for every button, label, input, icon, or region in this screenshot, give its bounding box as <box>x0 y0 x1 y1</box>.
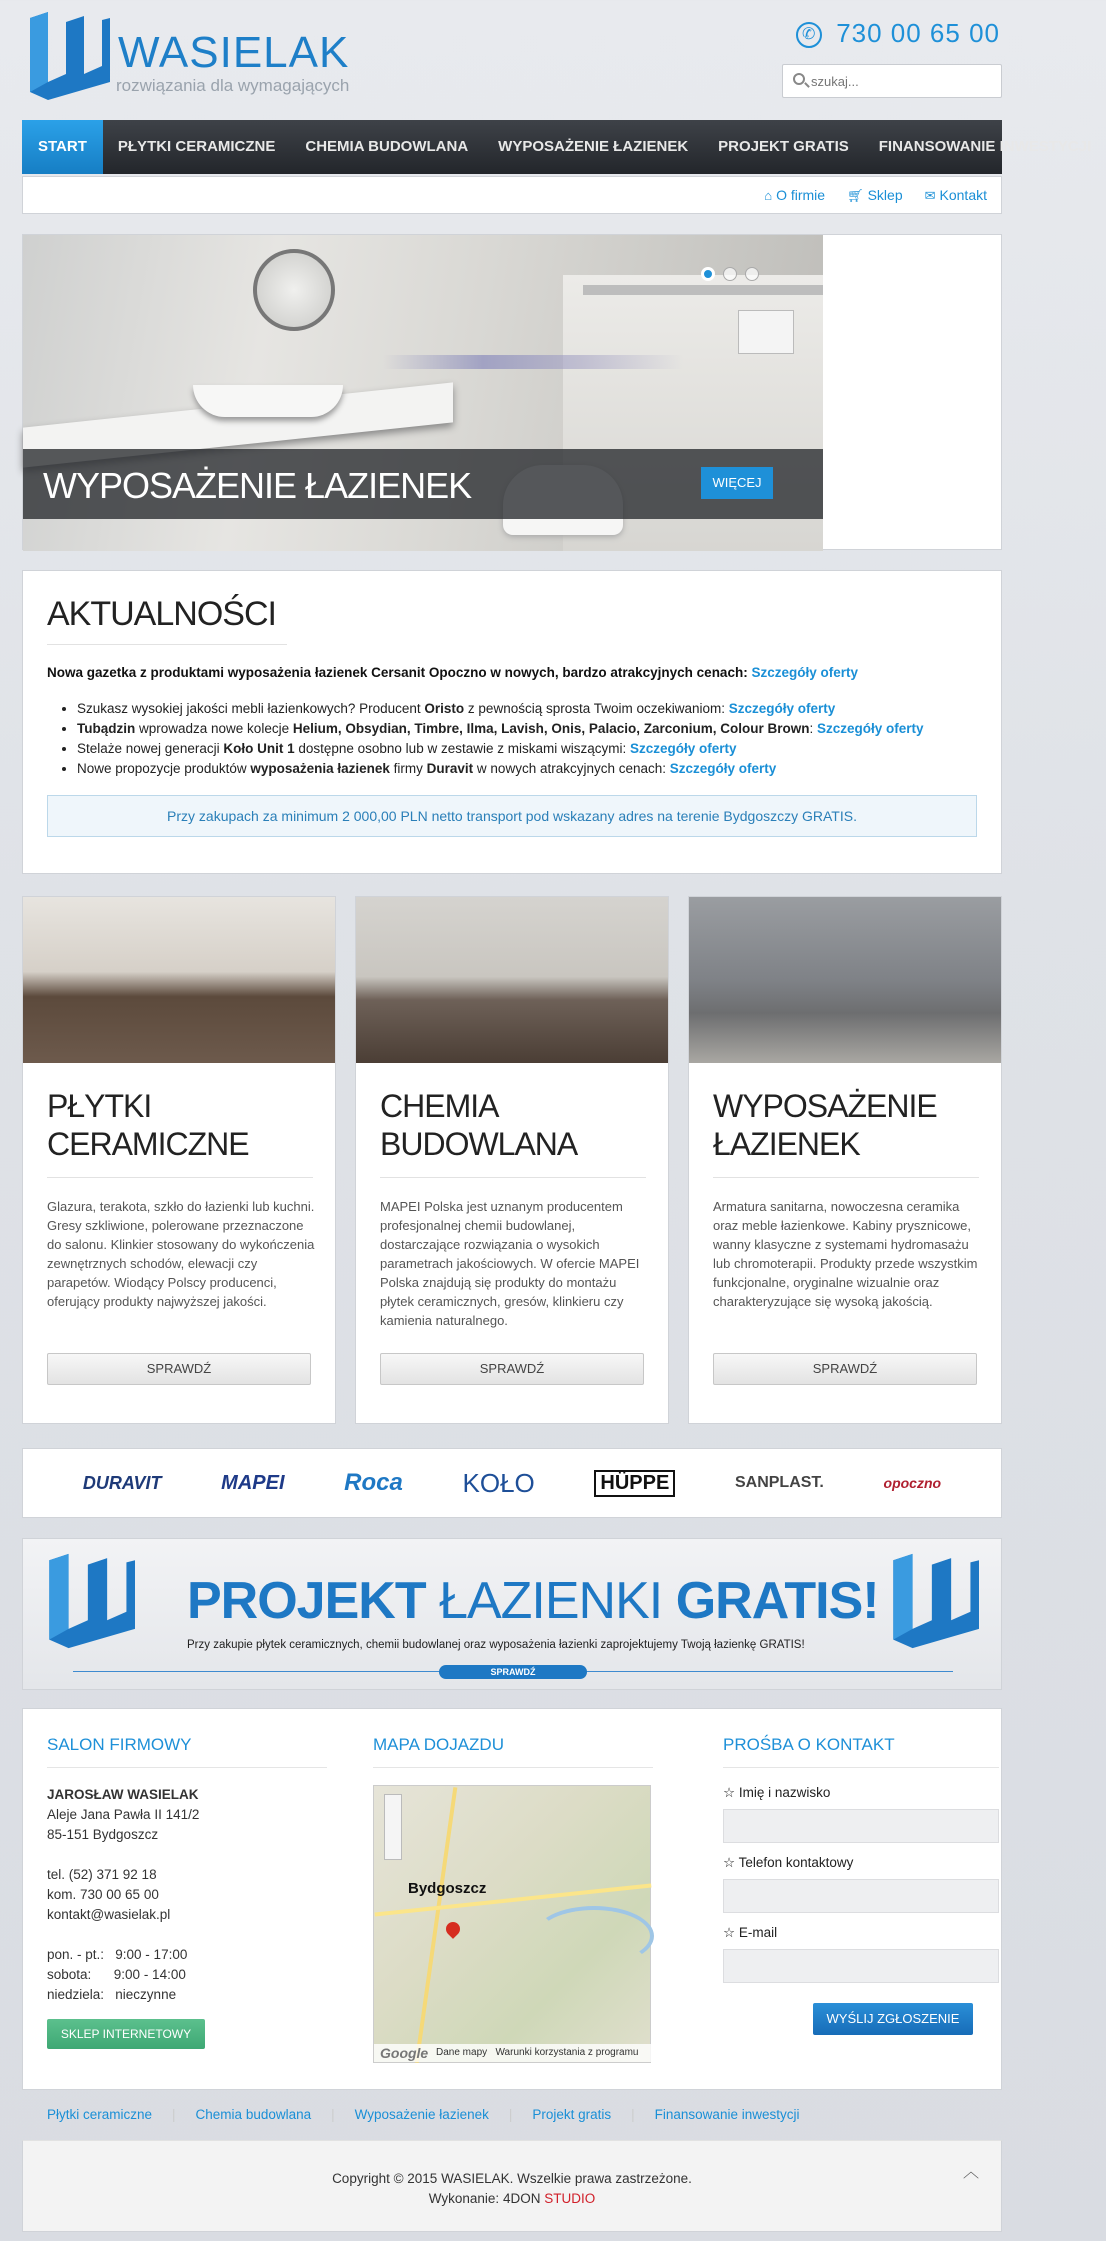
star-icon: ☆ <box>723 1855 739 1870</box>
brand-opoczno[interactable]: opoczno <box>883 1475 942 1491</box>
news-lead <box>47 665 858 680</box>
contact-label: Kontakt <box>939 186 987 203</box>
map-logo: Google <box>380 2045 429 2061</box>
news-offer-link[interactable]: Szczegóły oferty <box>728 701 836 716</box>
map-city-label: Bydgoszcz <box>408 1880 487 1897</box>
nav-chemia[interactable]: CHEMIA BUDOWLANA <box>305 138 469 155</box>
brand-huppe[interactable]: HÜPPE <box>594 1470 675 1497</box>
promo-word: ŁAZIENKI <box>439 1572 663 1630</box>
salon-heading: SALON FIRMOWY <box>47 1735 327 1768</box>
promo-check-button[interactable]: SPRAWDŹ <box>439 1665 587 1679</box>
card-wyposazenie <box>688 896 1002 1424</box>
news-text: : <box>809 721 817 736</box>
name-label-text: Imię i nazwisko <box>738 1785 831 1800</box>
slide-flush-plate <box>738 310 794 354</box>
home-icon: ⌂ <box>764 188 773 203</box>
news-text: Stelaże nowej generacji <box>77 741 224 756</box>
nav-wyposazenie[interactable]: WYPOSAŻENIE ŁAZIENEK <box>498 138 689 155</box>
news-bold: Oristo <box>424 701 465 716</box>
footer-link[interactable]: Płytki ceramiczne <box>47 2107 153 2122</box>
map[interactable] <box>373 1785 651 2063</box>
footer-link[interactable]: Projekt gratis <box>532 2107 612 2122</box>
map-river <box>534 1906 654 1966</box>
about-link[interactable] <box>764 187 825 203</box>
brand-tagline: rozwiązania dla wymagających <box>116 76 350 95</box>
opening-hours: pon. - pt.: 9:00 - 17:00 sobota: 9:00 - 14:00 niedziela: nieczynne <box>47 1947 188 2002</box>
news-text: dostępne osobno lub w zestawie z miskami wiszącymi: <box>294 741 630 756</box>
news-text: Nowe propozycje produktów <box>77 761 251 776</box>
search-icon <box>793 73 805 85</box>
send-request-button[interactable]: WYŚLIJ ZGŁOSZENIE <box>813 2003 973 2035</box>
link-separator: | <box>631 2107 635 2122</box>
slide-basin <box>193 385 343 417</box>
slider-dots <box>701 267 759 281</box>
email-label-text: E-mail <box>738 1925 778 1940</box>
phone-number[interactable] <box>796 18 1000 49</box>
link-separator: | <box>172 2107 176 2122</box>
copyright: Copyright © 2015 WASIELAK. Wszelkie prawa zastrzeżone. <box>332 2171 692 2186</box>
footer-link[interactable]: Chemia budowlana <box>195 2107 312 2122</box>
nav-plytki[interactable]: PŁYTKI CERAMICZNE <box>117 138 276 155</box>
contact-section <box>22 1708 1002 2122</box>
map-zoom-control[interactable] <box>384 1794 402 1860</box>
promo-banner[interactable] <box>22 1538 1002 1690</box>
brand-logos <box>22 1448 1002 1518</box>
footer-links <box>47 2107 799 2127</box>
slide-image <box>23 235 823 551</box>
address-text: Aleje Jana Pawła II 141/2 85-151 Bydgoszcz <box>47 1807 200 1842</box>
map-terms-link[interactable]: Warunki korzystania z programu <box>495 2047 639 2058</box>
card-image[interactable] <box>23 897 335 1063</box>
name-field[interactable] <box>723 1809 999 1843</box>
phone-text: 730 00 65 00 <box>836 18 1000 48</box>
slide-stripe <box>383 355 683 369</box>
map-pin-icon[interactable] <box>443 1919 463 1939</box>
made-by <box>23 2189 1001 2209</box>
brand-kolo[interactable]: KOŁO <box>462 1467 535 1498</box>
news-item <box>77 759 924 779</box>
brand-duravit[interactable]: DURAVIT <box>82 1472 162 1493</box>
news-item <box>77 699 924 719</box>
form-heading: PROŚBA O KONTAKT <box>723 1735 999 1768</box>
check-button[interactable]: SPRAWDŹ <box>380 1353 644 1385</box>
sub-nav <box>22 176 1002 214</box>
news-heading: AKTUALNOŚCI <box>47 595 287 645</box>
phone-label <box>723 1855 853 1871</box>
news-list <box>77 699 924 779</box>
news-text: firmy <box>389 761 427 776</box>
news-lead-text: Nowa gazetka z produktami wyposażenia łazienek Cersanit Opoczno w nowych, bardzo atrakcyjnych cenach: <box>47 665 748 680</box>
phone-field[interactable] <box>723 1879 999 1913</box>
nav-finansowanie[interactable]: FINANSOWANIE INWESTYCJI <box>878 138 1092 155</box>
phone-icon: ✆ <box>796 22 822 48</box>
news-bold: wyposażenia łazienek <box>250 761 390 776</box>
salon-address <box>47 1785 199 2005</box>
agency-link[interactable]: 4DON <box>502 2191 541 2206</box>
cart-icon: 🛒︎ <box>847 187 864 203</box>
news-bold: Tubądzin <box>77 721 136 736</box>
link-separator: | <box>508 2107 513 2122</box>
phone-label-text: Telefon kontaktowy <box>738 1855 854 1870</box>
slide-caption <box>23 449 823 519</box>
promo-subtitle: Przy zakupie płytek ceramicznych, chemii budowlanej oraz wyposażenia łazienki zaprojektujemy Twoją łazienkę GRATIS! <box>187 1639 805 1651</box>
card-text: Glazura, terakota, szkło do łazienki lub kuchni. Gresy szkliwione, polerowane przeznaczone do salonu. Klinkier stosowany do wykończenia zewnętrznych schodów, elewacji czy parapetów. Wiodący Polscy producenci, oferujący produkty najwyższej jakości. <box>47 1199 315 1309</box>
slide-more-button[interactable]: WIĘCEJ <box>701 467 773 499</box>
scroll-top-icon[interactable]: ︿ <box>962 2164 979 2181</box>
news-section <box>22 570 1002 874</box>
news-item <box>77 739 924 759</box>
slider-dot[interactable] <box>723 267 737 281</box>
name-label <box>723 1785 830 1801</box>
map-heading: MAPA DOJAZDU <box>373 1735 653 1768</box>
news-offer-link[interactable]: Szczegóły oferty <box>816 721 924 736</box>
search-input[interactable] <box>811 71 991 91</box>
transport-note: Przy zakupach za minimum 2 000,00 PLN netto transport pod wskazany adres na terenie Bydgoszczy GRATIS. <box>47 795 977 837</box>
footer-link[interactable]: Wyposażenie łazienek <box>354 2107 489 2122</box>
news-bold: Koło Unit 1 <box>223 741 295 756</box>
news-item <box>77 719 924 739</box>
email-label <box>723 1925 777 1941</box>
news-text: w nowych atrakcyjnych cenach: <box>473 761 670 776</box>
slide-title: WYPOSAŻENIE ŁAZIENEK <box>43 465 472 506</box>
news-bold: Duravit <box>426 761 474 776</box>
shop-label: Sklep <box>867 186 903 203</box>
news-bold: Helium, Obsydian, Timbre, Ilma, Lavish, Onis, Palacio, Zarconium, Colour Brown <box>292 721 810 736</box>
brand-name[interactable]: WASIELAK <box>118 28 350 77</box>
card-chemia <box>355 896 669 1424</box>
news-offer-link[interactable]: Szczegóły oferty <box>669 761 777 776</box>
nav-projekt[interactable]: PROJEKT GRATIS <box>718 138 849 155</box>
search-box[interactable] <box>782 64 1002 98</box>
contact-link[interactable] <box>925 187 987 204</box>
news-text: z pewnością sprosta Twoim oczekiwaniom: <box>464 701 729 716</box>
check-button[interactable]: SPRAWDŹ <box>47 1353 311 1385</box>
slide-shelf <box>583 285 823 295</box>
email-field[interactable] <box>723 1949 999 1983</box>
main-nav <box>22 120 1092 174</box>
brand-roca[interactable]: Roca <box>344 1469 403 1496</box>
card-title: PŁYTKI CERAMICZNE <box>47 1087 313 1178</box>
link-separator: | <box>331 2107 335 2122</box>
nav-start[interactable]: START <box>22 120 103 174</box>
card-text: MAPEI Polska jest uznanym producentem profesjonalnej chemii budowlanej, dostarczające rozwiązania o wysokich parametrach jakościowych. W ofercie MAPEI Polska znajdują się produkty do montażu płytek ceramicznych, gresów, klinkieru czy kamienia naturalnego. <box>380 1199 640 1328</box>
card-title: CHEMIA BUDOWLANA <box>380 1087 646 1178</box>
footer-link[interactable]: Finansowanie inwestycji <box>654 2107 800 2122</box>
online-shop-button[interactable]: SKLEP INTERNETOWY <box>47 2019 205 2049</box>
news-lead-link[interactable]: Szczegóły oferty <box>751 665 858 680</box>
card-image[interactable] <box>689 897 1001 1063</box>
shop-link[interactable] <box>847 187 903 204</box>
map-footer <box>374 2044 652 2062</box>
brand-sanplast[interactable]: SANPLAST. <box>734 1474 824 1491</box>
star-icon: ☆ <box>723 1785 739 1800</box>
check-button[interactable]: SPRAWDŹ <box>713 1353 977 1385</box>
promo-word: GRATIS! <box>675 1572 879 1630</box>
news-offer-link[interactable]: Szczegóły oferty <box>629 741 737 756</box>
hero-slider[interactable] <box>22 234 1002 550</box>
brand-mapei[interactable]: MAPEI <box>221 1471 285 1494</box>
logo-icon <box>889 1553 979 1649</box>
promo-title <box>187 1571 879 1631</box>
news-text: wprowadza nowe kolecje <box>135 721 293 736</box>
envelope-icon: ✉ <box>924 187 936 203</box>
slider-dot[interactable] <box>745 267 759 281</box>
slide-mirror <box>253 249 335 331</box>
map-data-link[interactable]: Dane mapy <box>436 2047 488 2058</box>
about-label: O firmie <box>776 187 826 203</box>
news-text: Szukasz wysokiej jakości mebli łazienkowych? Producent <box>77 701 425 716</box>
footer <box>22 2140 1002 2232</box>
card-plytki <box>22 896 336 1424</box>
logo-icon <box>45 1553 135 1649</box>
star-icon: ☆ <box>723 1925 739 1940</box>
logo-icon[interactable] <box>26 12 110 100</box>
card-title: WYPOSAŻENIE ŁAZIENEK <box>713 1087 979 1178</box>
owner-name: JAROSŁAW WASIELAK <box>47 1787 199 1802</box>
slider-dot[interactable] <box>701 267 715 281</box>
phones-text: tel. (52) 371 92 18 kom. 730 00 65 00 kontakt@wasielak.pl <box>47 1867 171 1922</box>
agency-suffix: STUDIO <box>544 2191 596 2206</box>
card-text: Armatura sanitarna, nowoczesna ceramika oraz meble łazienkowe. Kabiny prysznicowe, wanny klasyczne z systemami hydromasażu lub chromoterapii. Produkty przede wszystkim funkcjonalne, oryginalne wizualnie oraz charakteryzujące się wysoką jakością. <box>713 1199 978 1309</box>
made-by-label: Wykonanie: <box>428 2191 503 2206</box>
card-image[interactable] <box>356 897 668 1063</box>
promo-word: PROJEKT <box>187 1572 426 1630</box>
